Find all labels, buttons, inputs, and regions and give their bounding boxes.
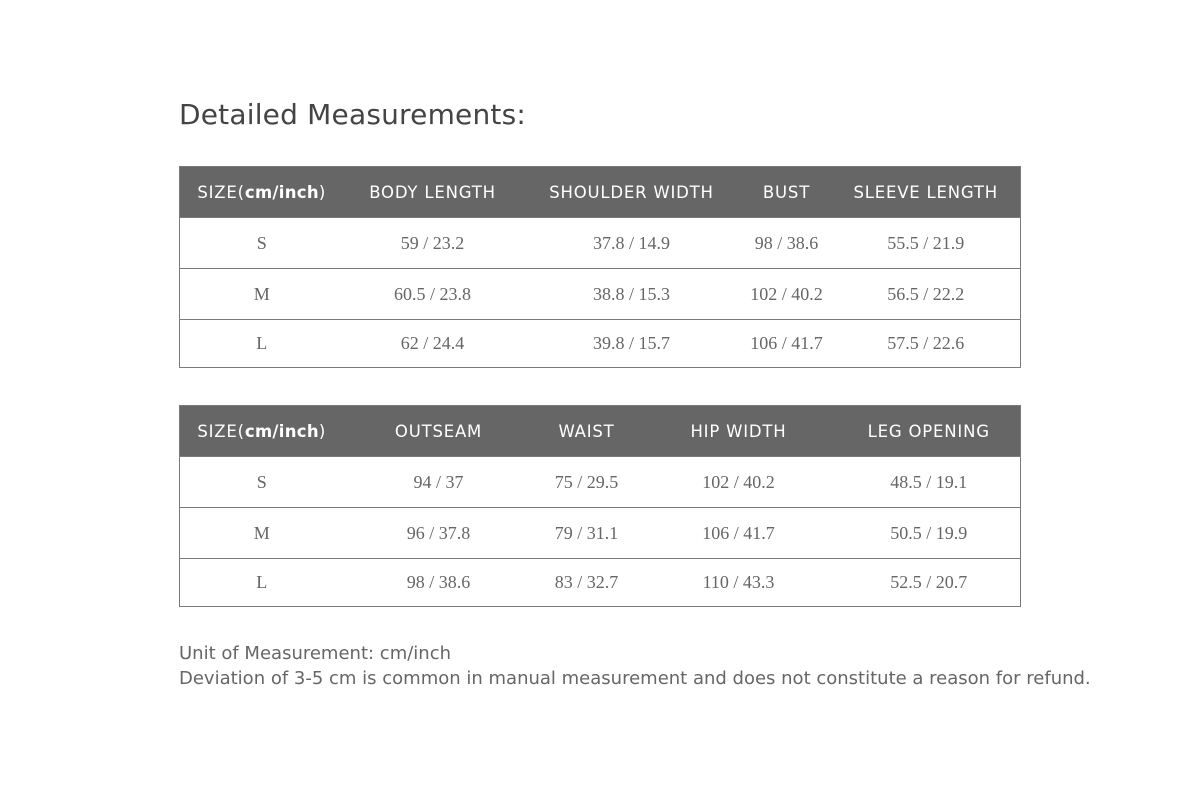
column-header-leg-opening: LEG OPENING xyxy=(838,406,1021,457)
page-title: Detailed Measurements: xyxy=(179,98,527,131)
table-cell: 59 / 23.2 xyxy=(344,218,522,269)
table-cell: 75 / 29.5 xyxy=(534,457,640,508)
size-cell: M xyxy=(180,508,344,559)
table-cell: 94 / 37 xyxy=(344,457,534,508)
table-cell: 106 / 41.7 xyxy=(640,508,838,559)
deviation-note: Deviation of 3-5 cm is common in manual measurement and does not constitute a reason for refund. xyxy=(179,668,1091,689)
table-row xyxy=(180,508,1021,559)
table-cell: 106 / 41.7 xyxy=(742,320,832,368)
table-cell: 52.5 / 20.7 xyxy=(838,559,1021,607)
table-cell: 55.5 / 21.9 xyxy=(832,218,1021,269)
table-cell: 102 / 40.2 xyxy=(742,269,832,320)
table-cell: 62 / 24.4 xyxy=(344,320,522,368)
column-header-sleeve-length: SLEEVE LENGTH xyxy=(832,167,1021,218)
top-measurements-table xyxy=(179,166,1021,368)
table-row xyxy=(180,457,1021,508)
table-header-row xyxy=(180,406,1021,457)
table-cell: 38.8 / 15.3 xyxy=(522,269,742,320)
size-cell: M xyxy=(180,269,344,320)
table-row xyxy=(180,269,1021,320)
column-header-hip-width: HIP WIDTH xyxy=(640,406,838,457)
column-header-bust: BUST xyxy=(742,167,832,218)
unit-note: Unit of Measurement: cm/inch xyxy=(179,643,452,664)
table-cell: 79 / 31.1 xyxy=(534,508,640,559)
size-column-header: SIZE(cm/inch) xyxy=(180,167,344,218)
table-cell: 50.5 / 19.9 xyxy=(838,508,1021,559)
table-cell: 110 / 43.3 xyxy=(640,559,838,607)
size-unit-label: cm/inch xyxy=(244,421,319,441)
table-row xyxy=(180,218,1021,269)
column-header-waist: WAIST xyxy=(534,406,640,457)
column-header-shoulder-width: SHOULDER WIDTH xyxy=(522,167,742,218)
size-unit-label: cm/inch xyxy=(244,182,319,202)
measurement-notes xyxy=(179,641,1091,691)
table-header-row xyxy=(180,167,1021,218)
table-cell: 57.5 / 22.6 xyxy=(832,320,1021,368)
table-cell: 39.8 / 15.7 xyxy=(522,320,742,368)
table-row xyxy=(180,559,1021,607)
column-header-outseam: OUTSEAM xyxy=(344,406,534,457)
table-cell: 37.8 / 14.9 xyxy=(522,218,742,269)
table-cell: 83 / 32.7 xyxy=(534,559,640,607)
bottom-measurements-table xyxy=(179,405,1021,607)
size-cell: L xyxy=(180,559,344,607)
size-cell: S xyxy=(180,457,344,508)
table-cell: 48.5 / 19.1 xyxy=(838,457,1021,508)
table-row xyxy=(180,320,1021,368)
table-cell: 102 / 40.2 xyxy=(640,457,838,508)
size-column-header: SIZE(cm/inch) xyxy=(180,406,344,457)
table-cell: 60.5 / 23.8 xyxy=(344,269,522,320)
table-cell: 96 / 37.8 xyxy=(344,508,534,559)
table-cell: 56.5 / 22.2 xyxy=(832,269,1021,320)
table-cell: 98 / 38.6 xyxy=(742,218,832,269)
size-cell: L xyxy=(180,320,344,368)
size-cell: S xyxy=(180,218,344,269)
table-cell: 98 / 38.6 xyxy=(344,559,534,607)
column-header-body-length: BODY LENGTH xyxy=(344,167,522,218)
